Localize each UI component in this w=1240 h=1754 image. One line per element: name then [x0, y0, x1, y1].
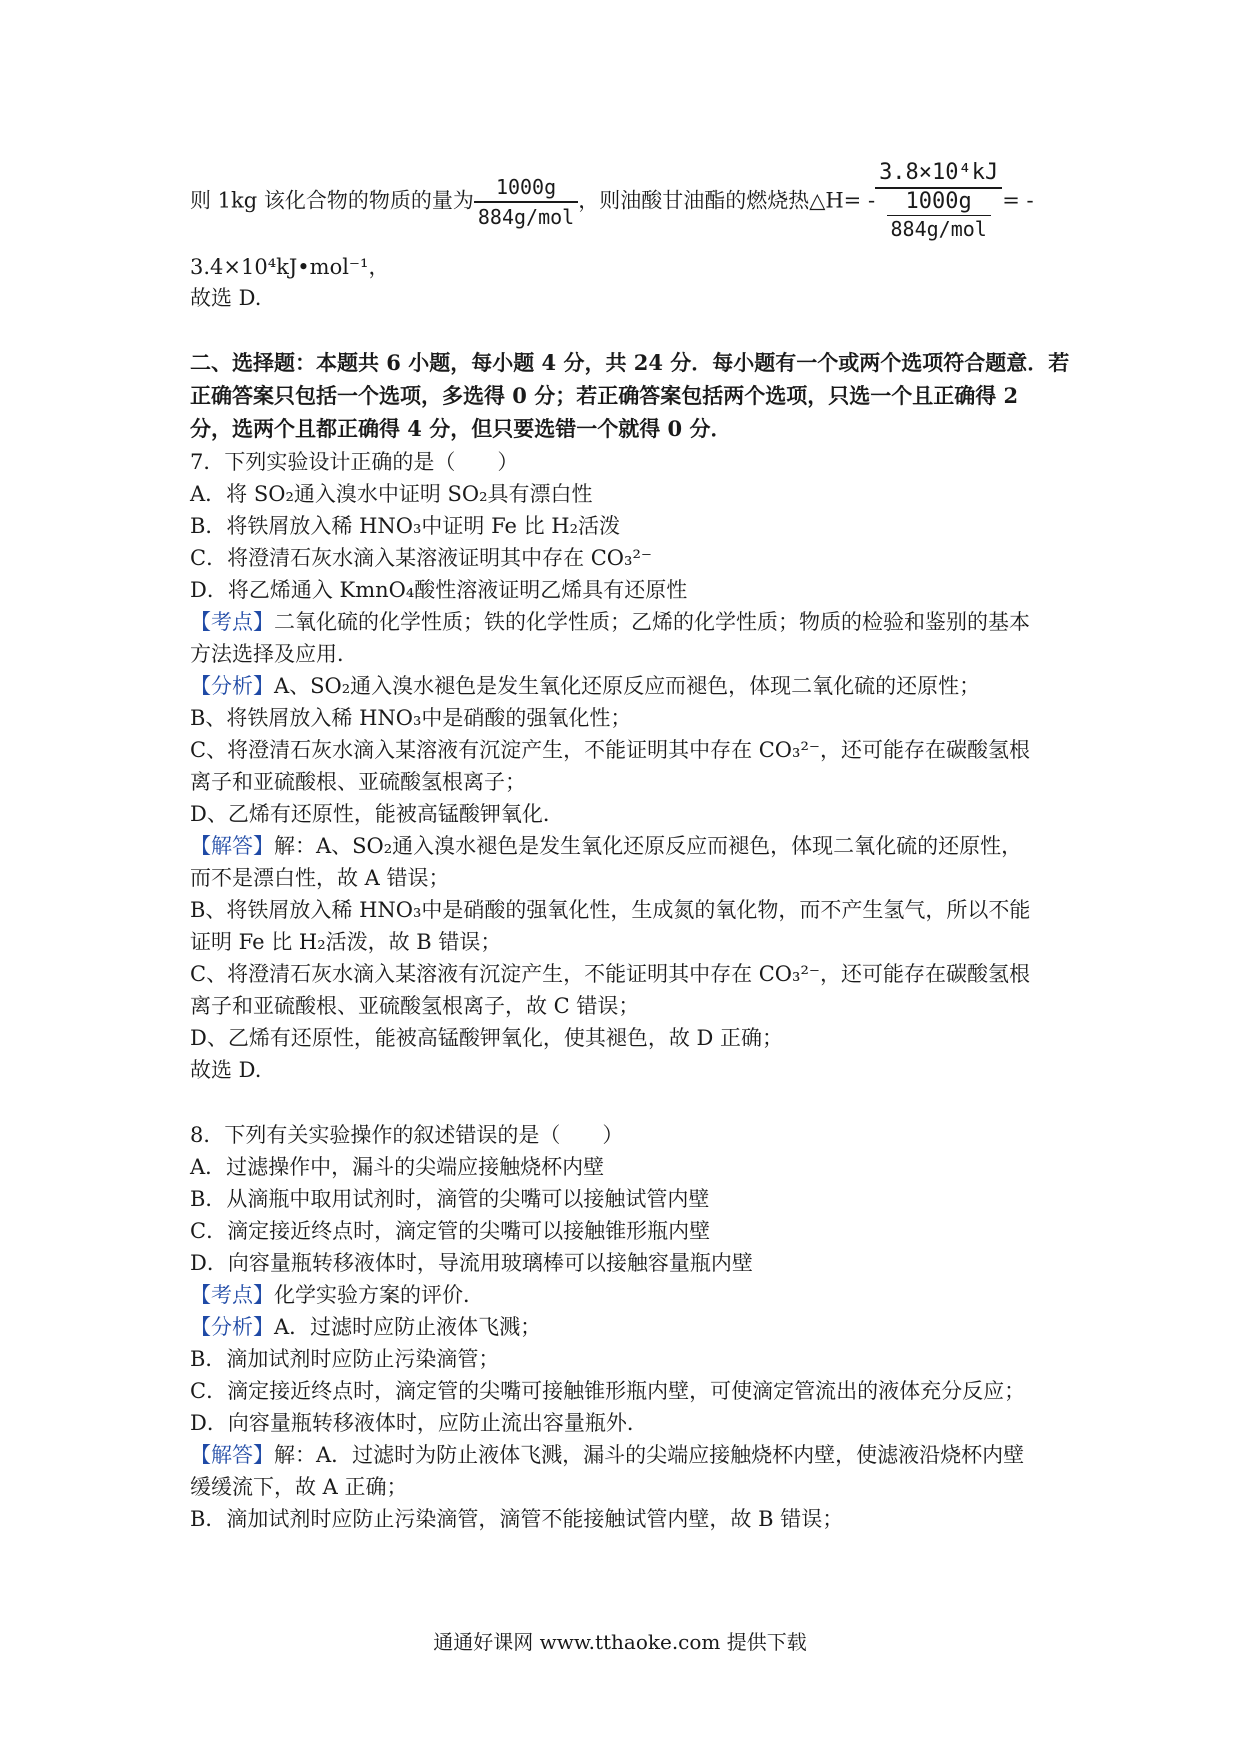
- fraction-numerator: 3.8×10⁴kJ: [879, 160, 999, 185]
- fraction-numerator: 1000g: [495, 175, 557, 199]
- top-answer: 故选 D.: [190, 286, 262, 310]
- fenxi-tag: 【分析】: [190, 674, 274, 698]
- q7-option-a: A．将 SO₂通入溴水中证明 SO₂具有漂白性: [190, 482, 593, 506]
- top-mid: ，则油酸甘油酯的燃烧热△H= -: [578, 188, 876, 213]
- q8-jieda-text: 解：A．过滤时为防止液体飞溅，漏斗的尖端应接触烧杯内壁，使滤液沿烧杯内壁: [274, 1443, 1025, 1467]
- section-heading-line-1: 二、选择题：本题共 6 小题，每小题 4 分，共 24 分．每小题有一个或两个选项符合题意．若: [190, 350, 1070, 375]
- fraction-moles: [474, 174, 578, 230]
- q8-option-c: C．滴定接近终点时，滴定管的尖嘴可以接触锥形瓶内壁: [190, 1219, 711, 1243]
- q8-jieda-2: 缓缓流下，故 A 正确；: [190, 1475, 408, 1499]
- q7-fenxi-4: 离子和亚硫酸根、亚硫酸氢根离子；: [190, 770, 526, 794]
- q8-option-d: D．向容量瓶转移液体时，导流用玻璃棒可以接触容量瓶内壁: [190, 1251, 753, 1275]
- section-heading-line-3: 分，选两个且都正确得 4 分，但只要选错一个就得 0 分．: [190, 416, 732, 441]
- q8-fenxi-2: B．滴加试剂时应防止污染滴管；: [190, 1347, 500, 1371]
- q7-jieda-4: 证明 Fe 比 H₂活泼，故 B 错误；: [190, 930, 502, 954]
- kaodian-tag: 【考点】: [190, 610, 274, 634]
- section-heading-line-2: 正确答案只包括一个选项，多选得 0 分；若正确答案包括两个选项，只选一个且正确得 2: [190, 383, 1019, 408]
- q7-option-c: C．将澄清石灰水滴入某溶液证明其中存在 CO₃²⁻: [190, 546, 652, 570]
- q7-fenxi-text: A、SO₂通入溴水褪色是发生氧化还原反应而褪色，体现二氧化硫的还原性；: [274, 674, 981, 698]
- q7-jieda-5: C、将澄清石灰水滴入某溶液有沉淀产生，不能证明其中存在 CO₃²⁻，还可能存在碳酸氢根: [190, 962, 1030, 986]
- fraction-inner: [887, 190, 991, 241]
- q8-fenxi-4: D．向容量瓶转移液体时，应防止流出容量瓶外．: [190, 1411, 648, 1435]
- q8-option-a: A．过滤操作中，漏斗的尖端应接触烧杯内壁: [190, 1155, 605, 1179]
- q8-fenxi-text: A．过滤时应防止液体飞溅；: [274, 1315, 542, 1339]
- q8-jieda: [190, 1440, 1024, 1470]
- q7-jieda-7: D、乙烯有还原性，能被高锰酸钾氧化，使其褪色，故 D 正确；: [190, 1026, 784, 1050]
- fenxi-tag: 【分析】: [190, 1315, 274, 1339]
- fraction-inner-numerator: 1000g: [905, 189, 972, 214]
- page-footer: 通通好课网 www.tthaoke.com 提供下载: [433, 1630, 807, 1654]
- kaodian-tag: 【考点】: [190, 1283, 274, 1307]
- top-suffix: = -: [1002, 188, 1034, 213]
- fraction-inner-denominator: 884g/mol: [890, 217, 987, 241]
- q8-option-b: B．从滴瓶中取用试剂时，滴管的尖嘴可以接触试管内壁: [190, 1187, 710, 1211]
- q7-fenxi-5: D、乙烯有还原性，能被高锰酸钾氧化．: [190, 802, 564, 826]
- q7-kaodian-cont: 方法选择及应用．: [190, 642, 358, 666]
- q8-fenxi: [190, 1312, 541, 1342]
- q7-jieda-6: 离子和亚硫酸根、亚硫酸氢根离子，故 C 错误；: [190, 994, 640, 1018]
- q7-jieda-8: 故选 D.: [190, 1058, 262, 1082]
- top-formula-line: [190, 160, 1034, 244]
- q8-kaodian: [190, 1280, 484, 1310]
- q7-jieda: [190, 831, 1022, 861]
- q8-stem: 8．下列有关实验操作的叙述错误的是（ ）: [190, 1123, 624, 1147]
- q7-fenxi-2: B、将铁屑放入稀 HNO₃中是硝酸的强氧化性；: [190, 706, 632, 730]
- fraction-enthalpy: [875, 160, 1002, 244]
- q7-stem: 7．下列实验设计正确的是（ ）: [190, 450, 519, 474]
- q7-fenxi-3: C、将澄清石灰水滴入某溶液有沉淀产生，不能证明其中存在 CO₃²⁻，还可能存在碳酸氢根: [190, 738, 1030, 762]
- q7-jieda-3: B、将铁屑放入稀 HNO₃中是硝酸的强氧化性，生成氮的氧化物，而不产生氢气，所以不能: [190, 898, 1031, 922]
- jieda-tag: 【解答】: [190, 834, 274, 858]
- top-result: 3.4×10⁴kJ•mol⁻¹，: [190, 255, 390, 279]
- q8-jieda-3: B．滴加试剂时应防止污染滴管，滴管不能接触试管内壁，故 B 错误；: [190, 1507, 844, 1531]
- q8-fenxi-3: C．滴定接近终点时，滴定管的尖嘴可接触锥形瓶内壁，可使滴定管流出的液体充分反应；: [190, 1379, 1026, 1403]
- fraction-denominator: 884g/mol: [477, 205, 575, 229]
- q7-option-d: D．将乙烯通入 KmnO₄酸性溶液证明乙烯具有还原性: [190, 578, 688, 602]
- q7-jieda-text: 解：A、SO₂通入溴水褪色是发生氧化还原反应而褪色，体现二氧化硫的还原性，: [274, 834, 1023, 858]
- jieda-tag: 【解答】: [190, 1443, 274, 1467]
- q7-jieda-2: 而不是漂白性，故 A 错误；: [190, 866, 450, 890]
- top-prefix: 则 1kg 该化合物的物质的量为: [190, 188, 474, 213]
- q7-kaodian: [190, 607, 1030, 637]
- q7-option-b: B．将铁屑放入稀 HNO₃中证明 Fe 比 H₂活泼: [190, 514, 621, 538]
- q7-fenxi: [190, 671, 980, 701]
- q8-kaodian-text: 化学实验方案的评价．: [274, 1283, 484, 1307]
- q7-kaodian-text: 二氧化硫的化学性质；铁的化学性质；乙烯的化学性质；物质的检验和鉴别的基本: [274, 610, 1030, 634]
